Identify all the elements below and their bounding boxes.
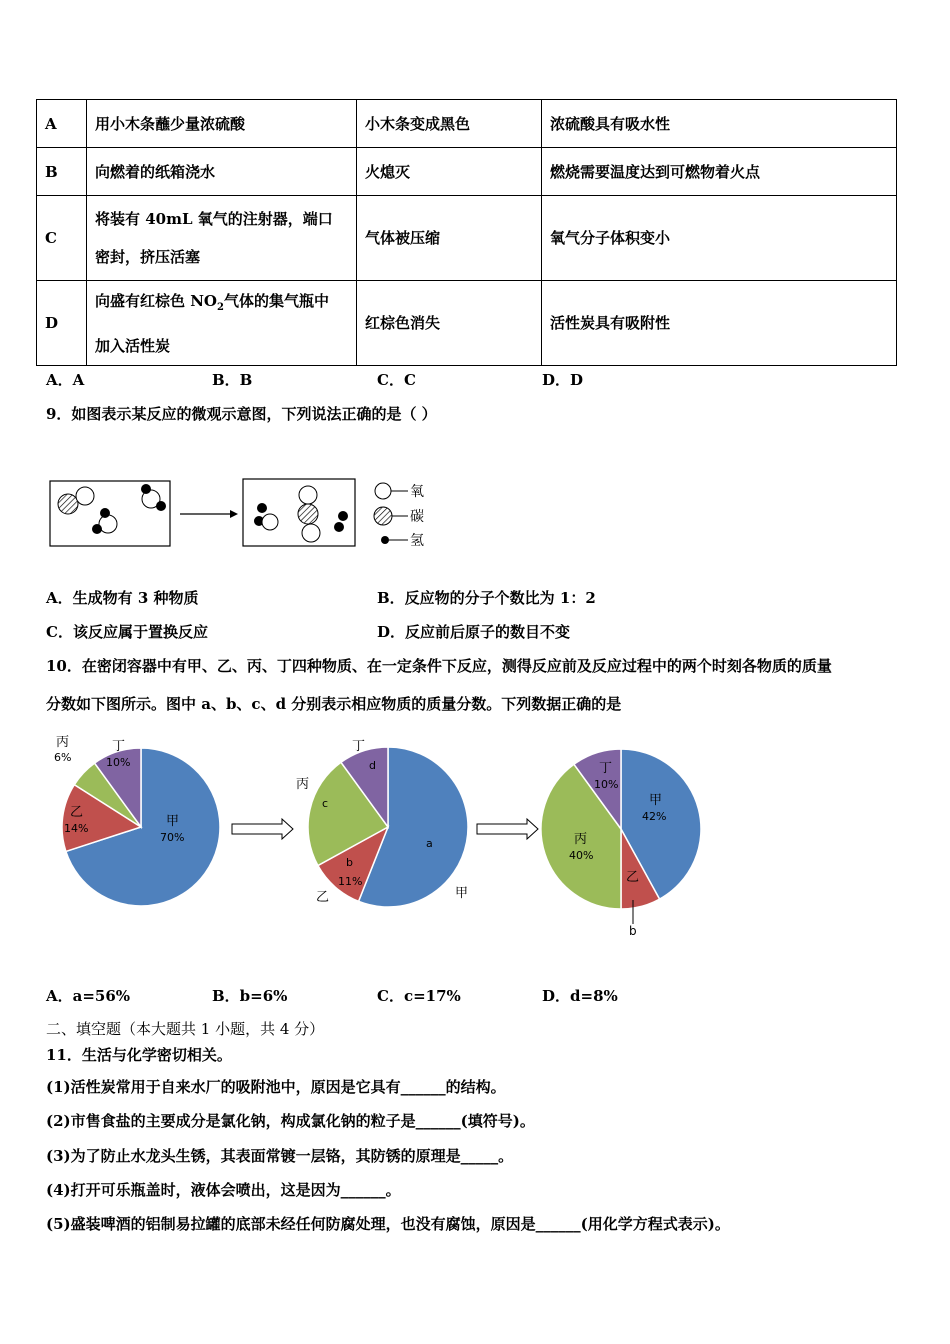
hollow-arrow-icon bbox=[232, 819, 293, 839]
hollow-arrow-icon bbox=[477, 819, 538, 839]
row-operation-line: 加入活性炭 bbox=[95, 336, 171, 355]
pie2-b-pct: 11% bbox=[338, 875, 363, 888]
pie3-bing-label: 丙 bbox=[574, 832, 588, 847]
q9-choice-b[interactable]: B．反应物的分子个数比为 1：2 bbox=[377, 589, 596, 607]
pie2-jia-label: 甲 bbox=[455, 886, 469, 901]
pie3-bing-pct: 40% bbox=[569, 849, 594, 862]
q9-choice-a[interactable]: A．生成物有 3 种物质 bbox=[46, 589, 199, 607]
pie3-jia-label: 甲 bbox=[649, 793, 663, 808]
row-operation-line: 密封，挤压活塞 bbox=[95, 248, 201, 266]
pie-chart-middle bbox=[308, 747, 468, 907]
q11-item-4: (4)打开可乐瓶盖时，液体会喷出，这是因为______。 bbox=[46, 1181, 401, 1199]
pie3-jia-pct: 42% bbox=[642, 810, 667, 823]
row-explanation: 浓硫酸具有吸水性 bbox=[542, 100, 897, 148]
legend-oxygen-label: 氧 bbox=[410, 484, 424, 500]
row-phenomenon: 红棕色消失 bbox=[357, 281, 542, 366]
q10-choice-a[interactable]: A．a=56% bbox=[46, 987, 131, 1005]
pie1-yi-pct: 14% bbox=[64, 822, 89, 835]
q11-item-3: (3)为了防止水龙头生锈，其表面常镀一层铬，其防锈的原理是_____。 bbox=[46, 1147, 514, 1165]
q8-choice-a[interactable]: A．A bbox=[46, 371, 85, 389]
pie2-bing-label: 丙 bbox=[296, 777, 310, 792]
q11-item-5: (5)盛装啤酒的铝制易拉罐的底部未经任何防腐处理，也没有腐蚀，原因是______(用化学方程式表示)。 bbox=[46, 1215, 730, 1233]
pie1-yi-label: 乙 bbox=[70, 805, 84, 820]
pie2-a-label: a bbox=[426, 837, 433, 850]
q9-stem: 9．如图表示某反应的微观示意图，下列说法正确的是（ ） bbox=[46, 405, 437, 423]
row-explanation: 氧气分子体积变小 bbox=[542, 196, 897, 281]
q9-choice-c[interactable]: C．该反应属于置换反应 bbox=[46, 623, 208, 641]
row-phenomenon: 气体被压缩 bbox=[357, 196, 542, 281]
q10-stem-line1: 10．在密闭容器中有甲、乙、丙、丁四种物质、在一定条件下反应，测得反应前及反应过程中的两个时刻各物质的质量 bbox=[46, 657, 832, 675]
pie1-jia-label: 甲 bbox=[166, 814, 180, 829]
pie1-bing-pct: 6% bbox=[54, 751, 72, 764]
q9-reaction-diagram bbox=[40, 470, 440, 560]
q11-stem: 11．生活与化学密切相关。 bbox=[46, 1046, 232, 1064]
section-heading: 二、填空题（本大题共 1 小题，共 4 分） bbox=[46, 1020, 325, 1038]
legend-oxygen-icon bbox=[375, 483, 391, 499]
legend-hydrogen-label: 氢 bbox=[410, 533, 424, 549]
row-option: C bbox=[37, 196, 87, 281]
pie2-yi-label: 乙 bbox=[316, 890, 330, 905]
q9-choice-d[interactable]: D．反应前后原子的数目不变 bbox=[377, 623, 571, 641]
pie1-bing-label: 丙 bbox=[56, 735, 70, 750]
pie1-jia-pct: 70% bbox=[160, 831, 185, 844]
row-option: D bbox=[37, 281, 87, 366]
row-operation bbox=[87, 281, 357, 366]
op-subscript: 2 bbox=[217, 301, 224, 313]
q10-choice-c[interactable]: C．c=17% bbox=[377, 987, 461, 1005]
pie2-d-label: d bbox=[369, 759, 376, 772]
pie1-ding-label: 丁 bbox=[112, 739, 126, 754]
q8-row-b bbox=[37, 148, 897, 196]
row-operation-line bbox=[95, 282, 348, 327]
q10-choice-d[interactable]: D．d=8% bbox=[542, 987, 618, 1005]
op-text: 向盛有红棕色 NO bbox=[95, 291, 218, 310]
row-operation: 向燃着的纸箱浇水 bbox=[87, 148, 357, 196]
q8-row-c bbox=[37, 196, 897, 281]
row-option: A bbox=[37, 100, 87, 148]
pie3-ding-pct: 10% bbox=[594, 778, 619, 791]
q11-item-2: (2)市售食盐的主要成分是氯化钠，构成氯化钠的粒子是______(填符号)。 bbox=[46, 1112, 535, 1130]
pie1-ding-pct: 10% bbox=[106, 756, 131, 769]
q8-choice-d[interactable]: D．D bbox=[542, 371, 584, 389]
row-option: B bbox=[37, 148, 87, 196]
row-explanation: 活性炭具有吸附性 bbox=[542, 281, 897, 366]
q8-table bbox=[36, 99, 897, 366]
row-operation-line: 将装有 40mL 氧气的注射器，端口 bbox=[95, 210, 333, 228]
q11-item-1: (1)活性炭常用于自来水厂的吸附池中，原因是它具有______的结构。 bbox=[46, 1078, 506, 1096]
pie2-ding-label: 丁 bbox=[352, 739, 366, 754]
row-explanation: 燃烧需要温度达到可燃物着火点 bbox=[542, 148, 897, 196]
pie2-b-label: b bbox=[346, 856, 353, 869]
row-phenomenon: 小木条变成黑色 bbox=[357, 100, 542, 148]
q10-stem-line2: 分数如下图所示。图中 a、b、c、d 分别表示相应物质的质量分数。下列数据正确的是 bbox=[46, 695, 622, 713]
pie3-yi-label: 乙 bbox=[626, 870, 640, 885]
q8-row-a bbox=[37, 100, 897, 148]
legend-hydrogen-icon bbox=[381, 536, 389, 544]
pie3-ding-label: 丁 bbox=[599, 761, 613, 776]
q8-choice-c[interactable]: C．C bbox=[377, 371, 416, 389]
op-text: 气体的集气瓶中 bbox=[223, 291, 329, 310]
legend-carbon-label: 碳 bbox=[410, 509, 424, 525]
q8-row-d bbox=[37, 281, 897, 366]
product-h2o-molecule bbox=[262, 514, 278, 530]
legend-carbon-icon bbox=[374, 507, 392, 525]
q8-choice-b[interactable]: B．B bbox=[212, 371, 253, 389]
row-operation bbox=[87, 196, 357, 281]
q10-choice-b[interactable]: B．b=6% bbox=[212, 987, 288, 1005]
row-phenomenon: 火熄灭 bbox=[357, 148, 542, 196]
pie2-c-label: c bbox=[322, 797, 329, 810]
pie3-b-label: b bbox=[629, 924, 637, 938]
pie-chart-after bbox=[541, 749, 701, 909]
row-operation: 用小木条蘸少量浓硫酸 bbox=[87, 100, 357, 148]
q10-pie-charts bbox=[0, 728, 950, 948]
arrow-head bbox=[230, 510, 238, 518]
